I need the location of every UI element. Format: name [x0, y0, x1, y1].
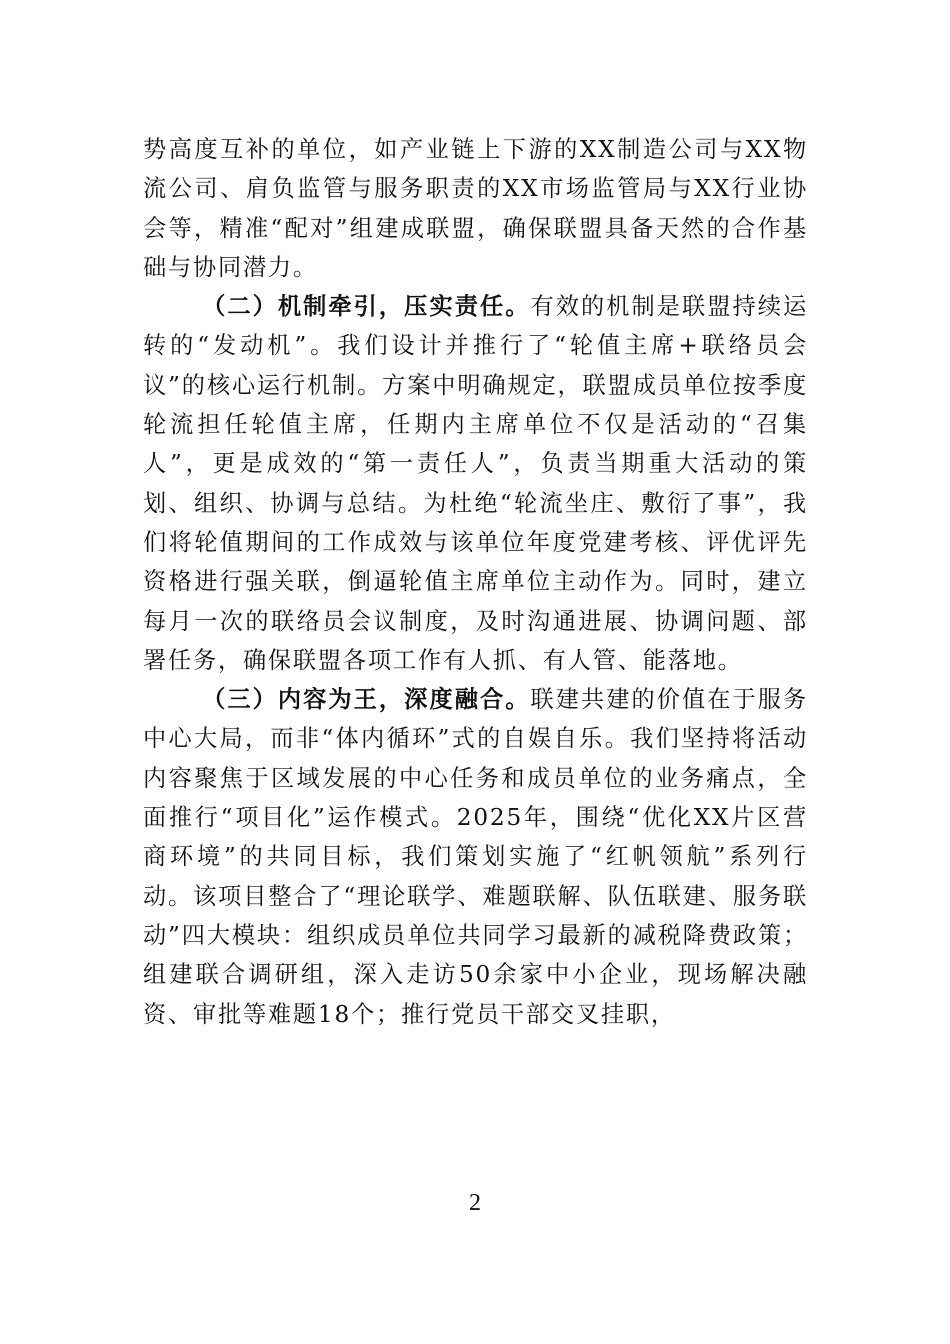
paragraph-text: 有效的机制是联盟持续运转的“发动机”。我们设计并推行了“轮值主席+联络员会议”的核心运行机制。方案中明确规定，联盟成员单位按季度轮流担任轮值主席，任期内主席单位不仅是活动的“召集人”，更是成效的“第一责任人”，负责当期重大活动的策划、组织、协调与总结。为杜绝“轮流坐庄、敷衍了事”，我们将轮值期间的工作成效与该单位年度党建考核、评优评先资格进行强关联，倒逼轮值主席单位主动作为。同时，建立每月一次的联络员会议制度，及时沟通进展、协调问题、部署任务，确保联盟各项工作有人抓、有人管、能落地。	[143, 293, 808, 674]
paragraph-text: 势高度互补的单位，如产业链上下游的XX制造公司与XX物流公司、肩负监管与服务职责的XX市场监管局与XX行业协会等，精准“配对”组建成联盟，确保联盟具备天然的合作基础与协同潜力。	[143, 136, 808, 281]
section-heading: （三）内容为王，深度融合。	[202, 686, 531, 714]
document-body	[143, 130, 808, 1034]
page-number: 2	[469, 1190, 481, 1216]
paragraph-continuation	[143, 130, 808, 287]
paragraph-mechanism	[143, 287, 808, 680]
paragraph-content	[143, 680, 808, 1034]
section-heading: （二）机制牵引，压实责任。	[202, 293, 531, 321]
paragraph-text: 联建共建的价值在于服务中心大局，而非“体内循环”式的自娱自乐。我们坚持将活动内容聚焦于区域发展的中心任务和成员单位的业务痛点，全面推行“项目化”运作模式。2025年，围绕“优化XX片区营商环境”的共同目标，我们策划实施了“红帆领航”系列行动。该项目整合了“理论联学、难题联解、队伍联建、服务联动”四大模块：组织成员单位共同学习最新的减税降费政策；组建联合调研组，深入走访50余家中小企业，现场解决融资、审批等难题18个；推行党员干部交叉挂职，	[143, 686, 808, 1028]
